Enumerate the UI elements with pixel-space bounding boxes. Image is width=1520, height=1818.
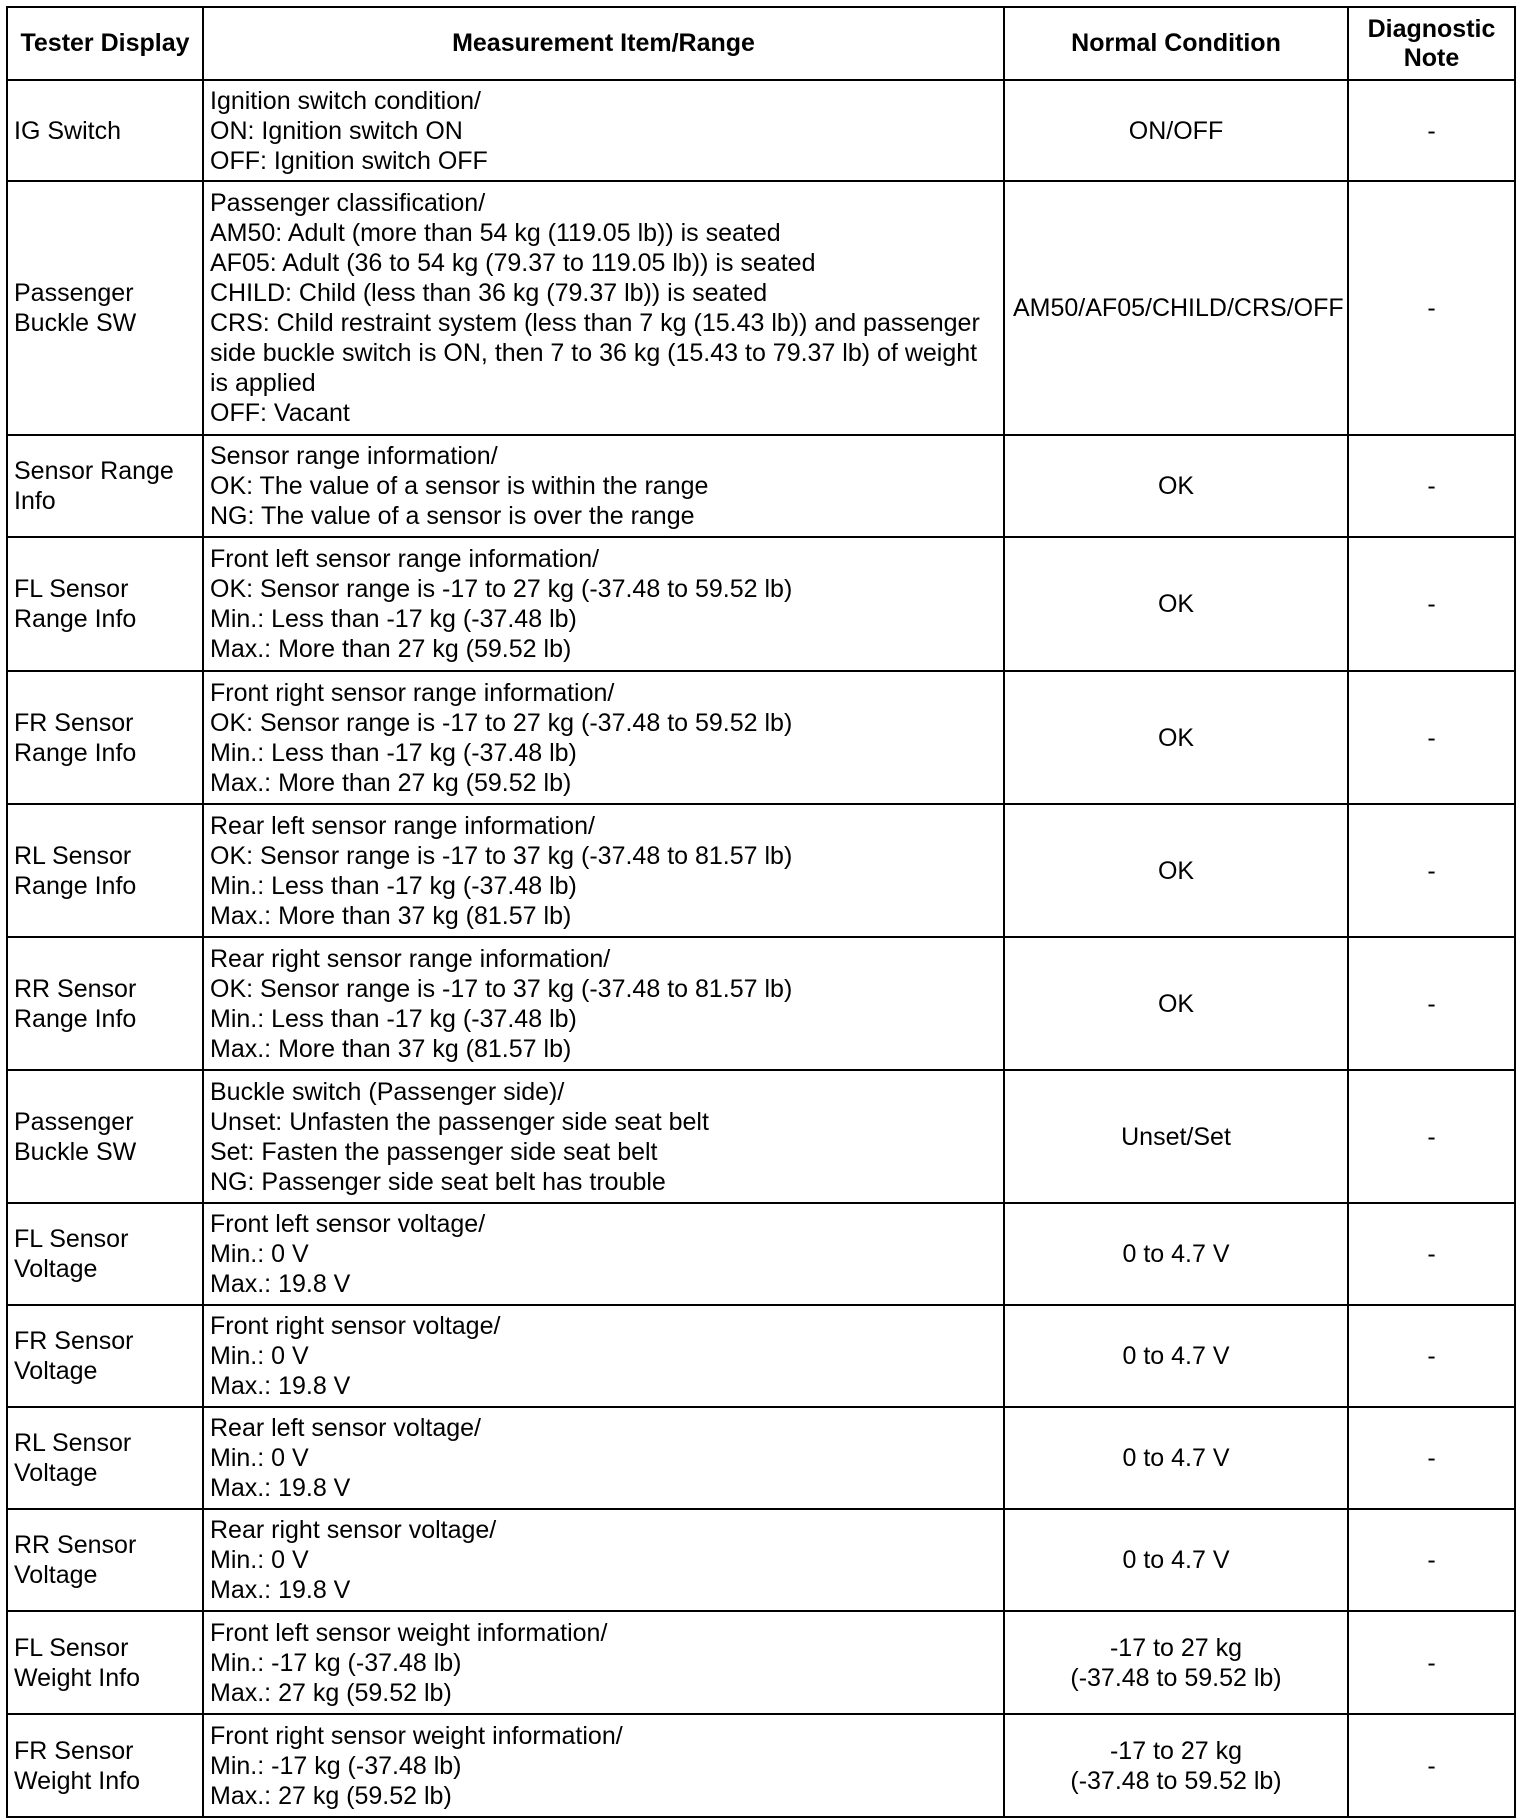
diagnostic-note-cell: - — [1348, 937, 1515, 1070]
measurement-item-cell — [203, 671, 1004, 804]
header-normal-condition: Normal Condition — [1004, 7, 1348, 80]
normal-condition-cell — [1004, 1714, 1348, 1817]
normal-condition-line: OK — [1157, 723, 1195, 752]
measurement-item-line: Max.: More than 27 kg (59.52 lb) — [210, 768, 572, 797]
diagnostic-note-cell: - — [1348, 435, 1515, 537]
tester-display-cell: RL Sensor Range Info — [7, 804, 203, 937]
measurement-item-line: Min.: 0 V — [210, 1240, 309, 1268]
measurement-item-line: OK: Sensor range is -17 to 37 kg (-37.48 to 81.57 lb) — [210, 974, 793, 1003]
table-row — [7, 435, 1515, 537]
measurement-item-cell — [203, 1203, 1004, 1305]
measurement-item-line: Min.: Less than -17 kg (-37.48 lb) — [210, 1004, 577, 1033]
diagnostic-note-cell: - — [1348, 181, 1515, 435]
tester-display-cell: FL Sensor Range Info — [7, 537, 203, 671]
normal-condition-cell — [1004, 671, 1348, 804]
measurement-item-line: Max.: 19.8 V — [210, 1372, 351, 1400]
measurement-item-cell — [203, 1509, 1004, 1611]
normal-condition-line: 0 to 4.7 V — [1122, 1546, 1230, 1574]
diagnostic-note-cell: - — [1348, 1070, 1515, 1203]
measurement-item-line: Max.: 19.8 V — [210, 1576, 351, 1604]
measurement-item-line: Front right sensor voltage/ — [210, 1312, 501, 1340]
measurement-item-line: Front left sensor range information/ — [210, 545, 600, 573]
table-row — [7, 80, 1515, 181]
tester-display-cell: RL Sensor Voltage — [7, 1407, 203, 1509]
normal-condition-line: -17 to 27 kg — [1109, 1736, 1243, 1765]
measurement-item-line: AF05: Adult (36 to 54 kg (79.37 to 119.05 lb)) is seated — [210, 249, 816, 277]
measurement-item-line: Max.: More than 37 kg (81.57 lb) — [210, 901, 572, 930]
measurement-item-cell — [203, 804, 1004, 937]
measurement-item-line: Unset: Unfasten the passenger side seat belt — [210, 1107, 709, 1136]
measurement-item-line: NG: The value of a sensor is over the range — [210, 502, 695, 530]
data-monitor-table — [6, 6, 1516, 1818]
measurement-item-line: Max.: 27 kg (59.52 lb) — [210, 1678, 452, 1707]
measurement-item-cell — [203, 1305, 1004, 1407]
measurement-item-line: Rear right sensor voltage/ — [210, 1516, 497, 1544]
normal-condition-line: OK — [1157, 856, 1195, 885]
diagnostic-note-cell: - — [1348, 1203, 1515, 1305]
table-row — [7, 1714, 1515, 1817]
normal-condition-cell — [1004, 937, 1348, 1070]
measurement-item-line: NG: Passenger side seat belt has trouble — [210, 1167, 666, 1196]
measurement-item-line: CRS: Child restraint system (less than 7 kg (15.43 lb)) and passenger side buckle switch is ON, then 7 to 36 kg (15.43 to 79.37 lb) of weight is applied — [210, 309, 980, 397]
measurement-item-line: Min.: 0 V — [210, 1342, 309, 1370]
normal-condition-cell — [1004, 1509, 1348, 1611]
diagnostic-note-cell: - — [1348, 1407, 1515, 1509]
normal-condition-line: -17 to 27 kg — [1109, 1633, 1243, 1662]
header-measurement-item: Measurement Item/Range — [203, 7, 1004, 80]
diagnostic-note-cell: - — [1348, 537, 1515, 671]
measurement-item-cell — [203, 181, 1004, 435]
header-diagnostic-note: Diagnostic Note — [1348, 7, 1515, 80]
tester-display-cell: RR Sensor Range Info — [7, 937, 203, 1070]
normal-condition-cell — [1004, 1611, 1348, 1714]
normal-condition-cell — [1004, 435, 1348, 537]
measurement-item-line: Min.: 0 V — [210, 1444, 309, 1472]
tester-display-cell: RR Sensor Voltage — [7, 1509, 203, 1611]
measurement-item-cell — [203, 80, 1004, 181]
diagnostic-note-cell: - — [1348, 1714, 1515, 1817]
tester-display-cell: FR Sensor Range Info — [7, 671, 203, 804]
measurement-item-line: Min.: Less than -17 kg (-37.48 lb) — [210, 738, 577, 767]
table-row — [7, 1070, 1515, 1203]
measurement-item-cell — [203, 1407, 1004, 1509]
table-row — [7, 804, 1515, 937]
normal-condition-cell — [1004, 1203, 1348, 1305]
measurement-item-line: Min.: Less than -17 kg (-37.48 lb) — [210, 605, 577, 633]
table-header-row — [7, 7, 1515, 80]
normal-condition-line: AM50/AF05/CHILD/CRS/OFF — [1013, 294, 1344, 322]
measurement-item-line: Buckle switch (Passenger side)/ — [210, 1077, 565, 1106]
normal-condition-line: (-37.48 to 59.52 lb) — [1070, 1663, 1282, 1692]
measurement-item-line: Front right sensor range information/ — [210, 678, 615, 707]
measurement-item-line: OK: The value of a sensor is within the range — [210, 472, 709, 500]
normal-condition-cell — [1004, 181, 1348, 435]
normal-condition-line: 0 to 4.7 V — [1122, 1444, 1230, 1472]
normal-condition-line: (-37.48 to 59.52 lb) — [1070, 1766, 1282, 1795]
normal-condition-line: OK — [1157, 989, 1195, 1018]
diagnostic-note-cell: - — [1348, 1509, 1515, 1611]
measurement-item-cell — [203, 1714, 1004, 1817]
measurement-item-line: CHILD: Child (less than 36 kg (79.37 lb)) is seated — [210, 279, 768, 307]
measurement-item-line: Rear left sensor range information/ — [210, 811, 595, 840]
normal-condition-cell — [1004, 80, 1348, 181]
diagnostic-note-cell: - — [1348, 671, 1515, 804]
measurement-item-line: Min.: -17 kg (-37.48 lb) — [210, 1648, 462, 1677]
table-row — [7, 537, 1515, 671]
measurement-item-line: Max.: 19.8 V — [210, 1474, 351, 1502]
measurement-item-cell — [203, 1611, 1004, 1714]
tester-display-cell: FR Sensor Weight Info — [7, 1714, 203, 1817]
diagnostic-note-cell: - — [1348, 804, 1515, 937]
measurement-item-line: Front left sensor voltage/ — [210, 1210, 486, 1238]
normal-condition-line: OK — [1157, 472, 1195, 500]
measurement-item-line: OFF: Vacant — [210, 399, 350, 427]
table-row — [7, 1611, 1515, 1714]
measurement-item-line: Rear left sensor voltage/ — [210, 1414, 481, 1442]
measurement-item-line: Min.: Less than -17 kg (-37.48 lb) — [210, 871, 577, 900]
normal-condition-cell — [1004, 1407, 1348, 1509]
tester-display-cell: IG Switch — [7, 80, 203, 181]
measurement-item-line: Max.: 27 kg (59.52 lb) — [210, 1781, 452, 1810]
measurement-item-line: AM50: Adult (more than 54 kg (119.05 lb)) is seated — [210, 219, 781, 247]
normal-condition-cell — [1004, 537, 1348, 671]
table-row — [7, 1203, 1515, 1305]
measurement-item-line: Max.: 19.8 V — [210, 1270, 351, 1298]
table-row — [7, 1305, 1515, 1407]
tester-display-cell: Passenger Buckle SW — [7, 181, 203, 435]
normal-condition-line: ON/OFF — [1128, 116, 1224, 145]
tester-display-cell: Sensor Range Info — [7, 435, 203, 537]
measurement-item-line: ON: Ignition switch ON — [210, 116, 463, 145]
table-row — [7, 671, 1515, 804]
normal-condition-cell — [1004, 1070, 1348, 1203]
table-row — [7, 181, 1515, 435]
diagnostic-note-cell: - — [1348, 1305, 1515, 1407]
tester-display-cell: FL Sensor Voltage — [7, 1203, 203, 1305]
diagnostic-note-cell: - — [1348, 1611, 1515, 1714]
measurement-item-line: OK: Sensor range is -17 to 27 kg (-37.48 to 59.52 lb) — [210, 708, 793, 737]
normal-condition-line: Unset/Set — [1121, 1122, 1231, 1151]
table-row — [7, 937, 1515, 1070]
tester-display-cell: Passenger Buckle SW — [7, 1070, 203, 1203]
table-row — [7, 1407, 1515, 1509]
measurement-item-line: OK: Sensor range is -17 to 27 kg (-37.48 to 59.52 lb) — [210, 575, 793, 603]
measurement-item-cell — [203, 537, 1004, 671]
table-body — [7, 80, 1515, 1817]
measurement-item-line: Sensor range information/ — [210, 442, 498, 470]
measurement-item-line: Min.: -17 kg (-37.48 lb) — [210, 1751, 462, 1780]
table-row — [7, 1509, 1515, 1611]
measurement-item-line: Ignition switch condition/ — [210, 86, 481, 115]
measurement-item-cell — [203, 435, 1004, 537]
measurement-item-line: Front right sensor weight information/ — [210, 1721, 623, 1750]
measurement-item-line: OFF: Ignition switch OFF — [210, 146, 488, 175]
normal-condition-cell — [1004, 804, 1348, 937]
tester-display-cell: FL Sensor Weight Info — [7, 1611, 203, 1714]
measurement-item-line: Rear right sensor range information/ — [210, 944, 611, 973]
measurement-item-cell — [203, 1070, 1004, 1203]
measurement-item-line: Max.: More than 37 kg (81.57 lb) — [210, 1034, 572, 1063]
normal-condition-cell — [1004, 1305, 1348, 1407]
tester-display-cell: FR Sensor Voltage — [7, 1305, 203, 1407]
diagnostic-note-cell: - — [1348, 80, 1515, 181]
measurement-item-line: Passenger classification/ — [210, 189, 486, 217]
measurement-item-line: Front left sensor weight information/ — [210, 1618, 608, 1647]
measurement-item-line: OK: Sensor range is -17 to 37 kg (-37.48 to 81.57 lb) — [210, 841, 793, 870]
measurement-item-line: Set: Fasten the passenger side seat belt — [210, 1137, 658, 1166]
data-monitor-table-sheet — [6, 6, 1514, 1812]
normal-condition-line: 0 to 4.7 V — [1122, 1342, 1230, 1370]
header-tester-display: Tester Display — [7, 7, 203, 80]
normal-condition-line: OK — [1157, 590, 1195, 618]
measurement-item-cell — [203, 937, 1004, 1070]
measurement-item-line: Min.: 0 V — [210, 1546, 309, 1574]
measurement-item-line: Max.: More than 27 kg (59.52 lb) — [210, 635, 572, 663]
normal-condition-line: 0 to 4.7 V — [1122, 1240, 1230, 1268]
